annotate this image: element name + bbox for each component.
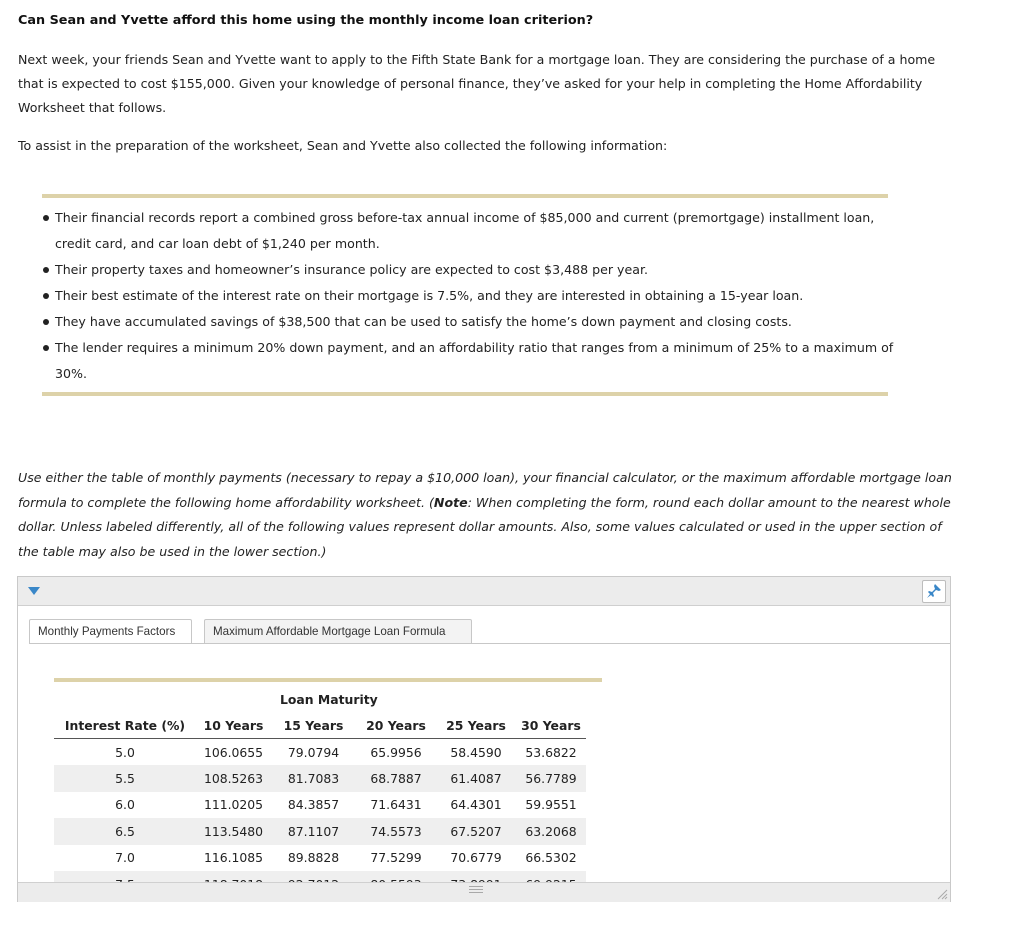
table-cell: 66.5302 (525, 850, 577, 866)
bullet-text: Their property taxes and homeowner’s insurance policy are expected to cost $3,488 per year. (55, 262, 648, 277)
table-cell: 71.6431 (370, 797, 422, 813)
table-cell: 64.4301 (450, 797, 502, 813)
assist-paragraph: To assist in the preparation of the worksheet, Sean and Yvette also collected the following information: (18, 138, 668, 153)
monthly-payments-table (54, 712, 586, 897)
bullet-text: They have accumulated savings of $38,500 that can be used to satisfy the home’s down payment and closing costs. (55, 314, 792, 329)
table-row (54, 765, 586, 791)
table-row (54, 739, 586, 766)
instructions-paragraph (18, 466, 963, 564)
table-cell: 68.7887 (356, 765, 436, 791)
table-cell: 84.3857 (287, 797, 340, 813)
intro-paragraph: Next week, your friends Sean and Yvette want to apply to the Fifth State Bank for a mortgage loan. They are considering the purchase of a home that is expected to cost $155,000. Given your knowledge of personal finance, they’ve asked for your help in completing the Home Affordability Worksheet that follows. (18, 52, 936, 115)
table-cell: 108.5263 (196, 765, 271, 791)
table-cell: 106.0655 (203, 744, 264, 760)
bullet-item (55, 283, 895, 309)
table-scroll-area[interactable] (18, 644, 950, 882)
column-header: Interest Rate (%) (54, 712, 196, 739)
bullet-dot-icon (43, 215, 49, 221)
table-row (54, 792, 586, 818)
table-cell: 81.7083 (271, 765, 356, 791)
column-header: 10 Years (196, 712, 271, 739)
bullet-item (55, 309, 895, 335)
question-title: Can Sean and Yvette afford this home using the monthly income loan criterion? (18, 13, 594, 28)
table-cell: 74.5573 (356, 818, 436, 844)
column-header: 15 Years (271, 712, 356, 739)
table-cell: 61.4087 (436, 765, 516, 791)
vertical-resize-grip-icon[interactable] (469, 886, 483, 894)
table-cell: 111.0205 (203, 797, 264, 813)
bullet-dot-icon (43, 345, 49, 351)
bullet-item (55, 205, 895, 257)
bullet-item (55, 257, 895, 283)
table-cell: 67.5207 (436, 818, 516, 844)
widget-footer-bar (18, 882, 950, 902)
bullet-text: The lender requires a minimum 20% down payment, and an affordability ratio that ranges from a minimum of 25% to a maximum of 30%. (55, 340, 894, 381)
table-cell: 56.7789 (516, 765, 586, 791)
tab-monthly-payments-factors[interactable]: Monthly Payments Factors (29, 619, 192, 644)
collapse-triangle-icon[interactable] (28, 587, 40, 595)
table-cell: 63.2068 (516, 818, 586, 844)
table-cell: 87.1107 (271, 818, 356, 844)
bullet-dot-icon (43, 319, 49, 325)
table-cell: 7.0 (115, 850, 135, 866)
table-cell: 58.4590 (450, 744, 502, 760)
table-cell: 89.8828 (287, 850, 340, 866)
table-header-row (54, 712, 586, 739)
table-top-rule (54, 678, 602, 682)
table-cell: 5.0 (115, 744, 135, 760)
reference-tables-widget (17, 576, 951, 902)
loan-maturity-header: Loan Maturity (280, 692, 378, 707)
table-cell: 77.5299 (370, 850, 422, 866)
column-header: 30 Years (516, 712, 586, 739)
bullet-item (55, 335, 895, 387)
table-cell: 113.5480 (196, 818, 271, 844)
table-cell: 6.5 (54, 818, 196, 844)
table-cell: 59.9551 (525, 797, 577, 813)
table-row (54, 818, 586, 844)
bullet-text: Their best estimate of the interest rate on their mortgage is 7.5%, and they are interested in obtaining a 15-year loan. (55, 288, 804, 303)
table-cell: 116.1085 (203, 850, 264, 866)
tab-maximum-affordable-mortgage-loan-formula[interactable]: Maximum Affordable Mortgage Loan Formula (204, 619, 472, 644)
column-header: 25 Years (436, 712, 516, 739)
corner-resize-grip-icon[interactable] (936, 888, 948, 900)
info-box-top-rule (42, 194, 888, 198)
info-bullet-list (42, 205, 895, 387)
table-cell: 65.9956 (370, 744, 422, 760)
pin-button[interactable] (922, 580, 946, 603)
instructions-text-2: : When completing the form, round each dollar amount to the nearest whole dollar. Unless labeled differently, all of the following values represent dollar amounts. Also, some values calculated or used in the upper section of the table may also be used in the lower section.) (18, 494, 951, 559)
instructions-text-1: Use either the table of monthly payments (necessary to repay a $10,000 loan), your financial calculator, or the maximum affordable mortgage loan formula to complete the following home affordability worksheet. ( (18, 470, 952, 510)
table-cell: 79.0794 (287, 744, 340, 760)
table-cell: 5.5 (54, 765, 196, 791)
table-cell: 6.0 (115, 797, 135, 813)
column-header: 20 Years (356, 712, 436, 739)
pin-icon (926, 583, 942, 599)
table-row (54, 845, 586, 871)
table-cell: 70.6779 (450, 850, 502, 866)
table-cell: 53.6822 (525, 744, 577, 760)
bullet-dot-icon (43, 293, 49, 299)
widget-toolbar (18, 577, 950, 606)
bullet-dot-icon (43, 267, 49, 273)
instructions-note-label: Note (433, 494, 468, 510)
info-box-bottom-rule (42, 392, 888, 396)
bullet-text: Their financial records report a combined gross before-tax annual income of $85,000 and current (premortgage) installment loan, credit card, and car loan debt of $1,240 per month. (55, 210, 875, 251)
